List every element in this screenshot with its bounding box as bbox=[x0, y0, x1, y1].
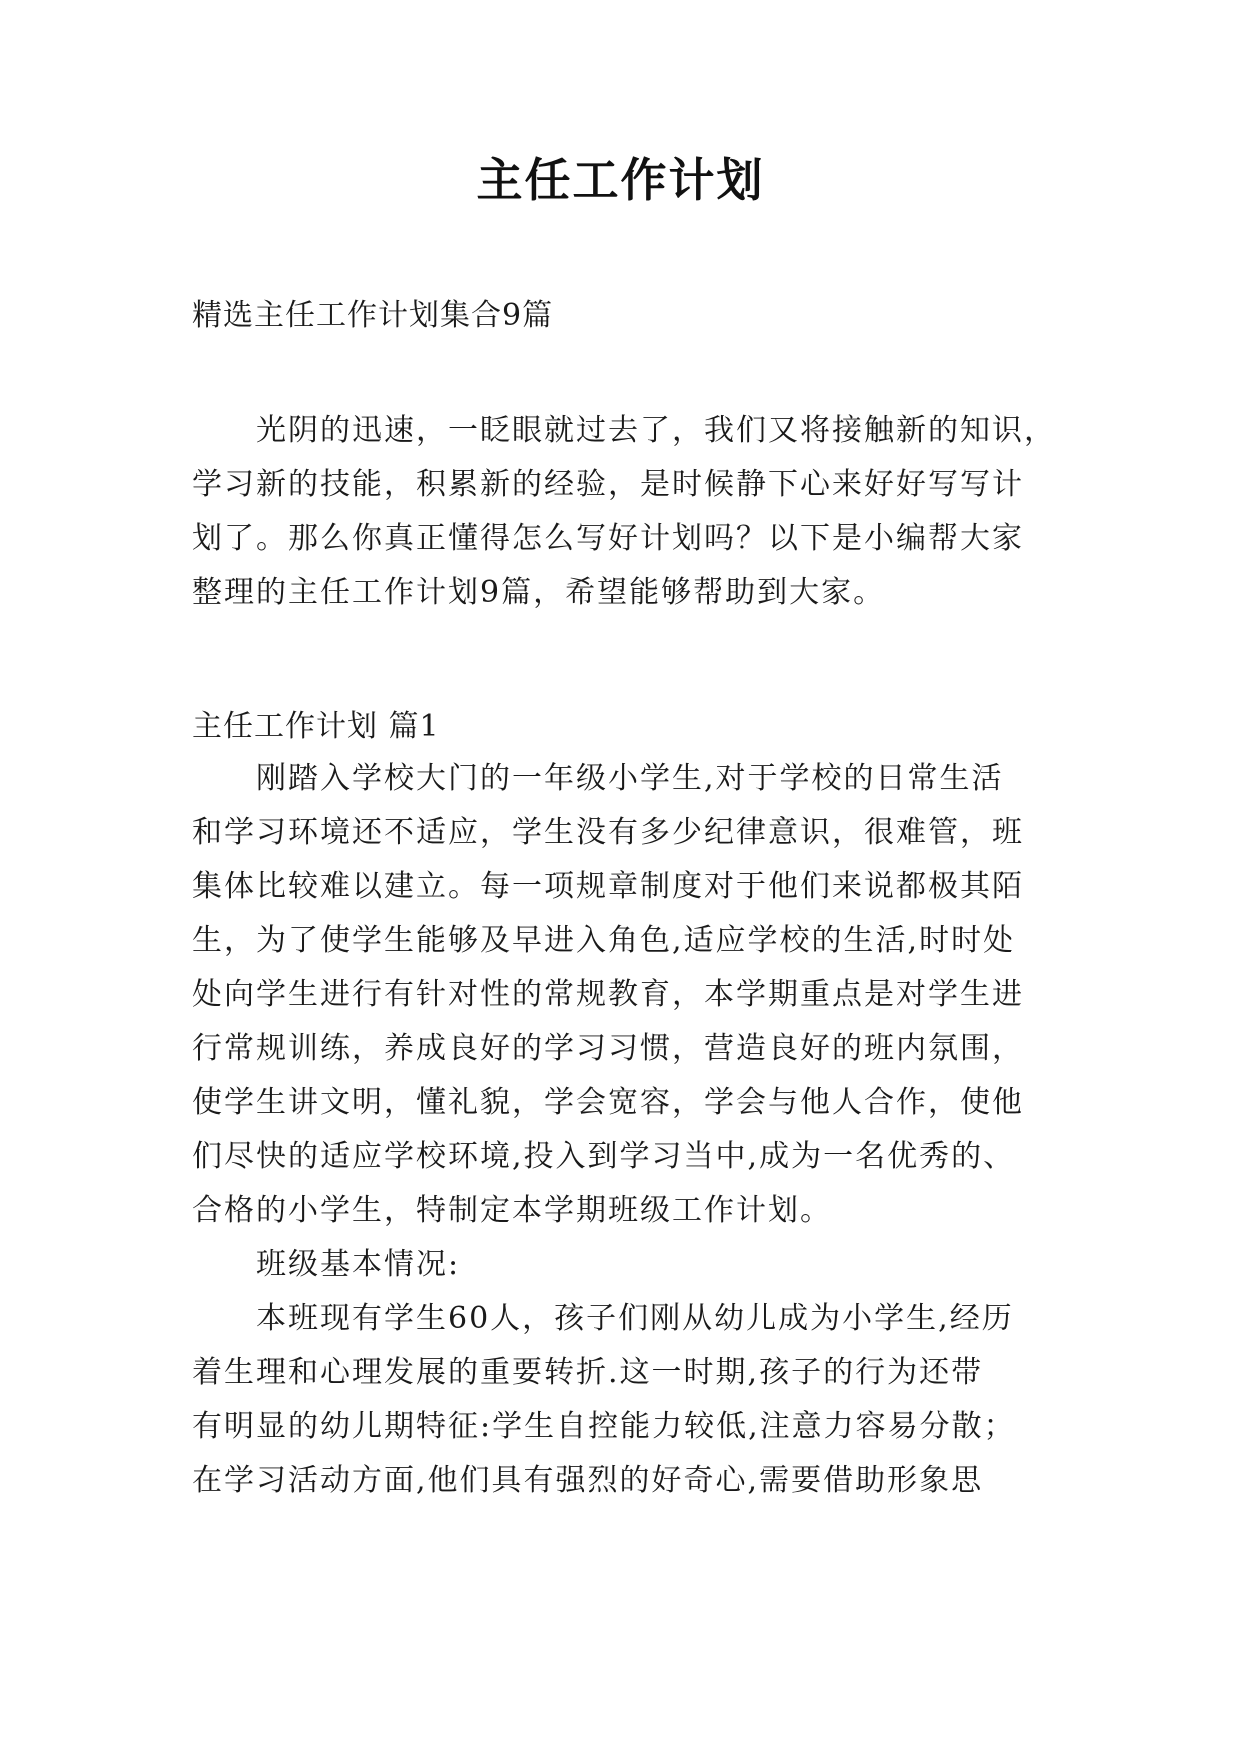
section-body bbox=[192, 752, 1062, 1508]
intro-line: 光阴的迅速，一眨眼就过去了，我们又将接触新的知识， bbox=[256, 413, 1056, 448]
body-line: 集体比较难以建立。每一项规章制度对于他们来说都极其陌 bbox=[192, 869, 1024, 904]
body-line: 着生理和心理发展的重要转折.这一时期,孩子的行为还带 bbox=[192, 1355, 984, 1390]
body-line: 有明显的幼儿期特征:学生自控能力较低,注意力容易分散； bbox=[192, 1409, 1016, 1444]
body-line: 生，为了使学生能够及早进入角色,适应学校的生活,时时处 bbox=[192, 923, 1016, 958]
section-heading: 主任工作计划 篇1 bbox=[192, 709, 440, 744]
body-line: 行常规训练，养成良好的学习习惯，营造良好的班内氛围， bbox=[192, 1031, 1024, 1066]
intro-line: 整理的主任工作计划9篇，希望能够帮助到大家。 bbox=[192, 575, 886, 610]
body-line: 刚踏入学校大门的一年级小学生,对于学校的日常生活 bbox=[256, 761, 1004, 796]
body-line: 处向学生进行有针对性的常规教育，本学期重点是对学生进 bbox=[192, 977, 1024, 1012]
intro-line: 学习新的技能，积累新的经验，是时候静下心来好好写写计 bbox=[192, 467, 1024, 502]
intro-paragraph bbox=[192, 404, 1062, 620]
body-line: 合格的小学生，特制定本学期班级工作计划。 bbox=[192, 1193, 832, 1228]
document-title: 主任工作计划 bbox=[476, 153, 765, 207]
body-line: 使学生讲文明，懂礼貌，学会宽容，学会与他人合作，使他 bbox=[192, 1085, 1024, 1120]
document-subtitle: 精选主任工作计划集合9篇 bbox=[192, 298, 554, 333]
intro-line: 划了。那么你真正懂得怎么写好计划吗？以下是小编帮大家 bbox=[192, 521, 1024, 556]
class-situation-heading: 班级基本情况: bbox=[256, 1247, 461, 1282]
body-line: 们尽快的适应学校环境,投入到学习当中,成为一名优秀的、 bbox=[192, 1139, 1016, 1174]
body-line: 和学习环境还不适应，学生没有多少纪律意识，很难管，班 bbox=[192, 815, 1024, 850]
body-line: 在学习活动方面,他们具有强烈的好奇心,需要借助形象思 bbox=[192, 1463, 984, 1498]
body-line: 本班现有学生60人，孩子们刚从幼儿成为小学生,经历 bbox=[256, 1301, 1014, 1336]
